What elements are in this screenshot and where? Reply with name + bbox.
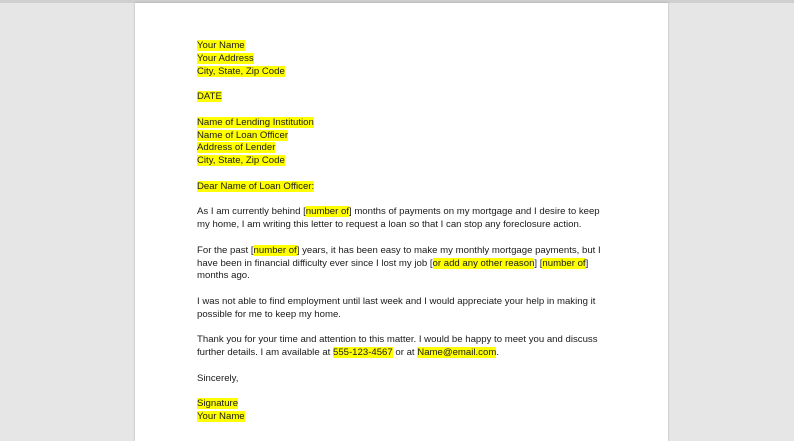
salutation: Dear Name of Loan Officer: xyxy=(197,180,315,192)
recipient-address: Address of Lender xyxy=(197,142,276,154)
paragraph-2-line-2: have been in financial difficulty ever since I lost my job [or add any other reason] [number of] xyxy=(197,257,589,269)
recipient-block xyxy=(197,117,617,130)
document-page[interactable] xyxy=(135,3,668,441)
recipient-city: City, State, Zip Code xyxy=(197,155,285,167)
placeholder-number-of: number of xyxy=(253,244,297,256)
paragraph-2-line-3: months ago. xyxy=(197,270,250,282)
signature: Signature xyxy=(197,398,239,410)
signer-name: Your Name xyxy=(197,411,245,423)
sender-name: Your Name xyxy=(197,40,245,51)
recipient-officer: Name of Loan Officer xyxy=(197,129,289,141)
sender-address: Your Address xyxy=(197,52,254,64)
letter-body xyxy=(197,40,617,424)
sender-city: City, State, Zip Code xyxy=(197,65,285,77)
paragraph-1-line-2: my home, I am writing this letter to request a loan so that I can stop any foreclosure action. xyxy=(197,219,582,231)
phone-number: 555-123-4567 xyxy=(332,347,393,359)
paragraph-4-line-2: further details. I am available at 555-123-4567 or at Name@email.com. xyxy=(197,347,499,359)
email-address: Name@email.com xyxy=(417,347,497,359)
paragraph-2-line-1: For the past [number of] years, it has been easy to make my monthly mortgage payments, but I xyxy=(197,244,601,256)
placeholder-number-of: number of xyxy=(542,257,586,269)
letter-date: DATE xyxy=(197,91,222,103)
placeholder-number-of: number of xyxy=(305,206,349,218)
paragraph-1-line-1: As I am currently behind [number of] months of payments on my mortgage and I desire to keep xyxy=(197,206,600,218)
paragraph-3-line-1: I was not able to find employment until last week and I would appreciate your help in making it xyxy=(197,295,596,307)
recipient-institution: Name of Lending Institution xyxy=(197,116,314,128)
placeholder-reason: or add any other reason xyxy=(432,257,535,269)
paragraph-4-line-1: Thank you for your time and attention to this matter. I would be happy to meet you and discuss xyxy=(197,334,598,346)
paragraph-3-line-2: possible for me to keep my home. xyxy=(197,308,341,320)
sender-block xyxy=(197,40,617,53)
closing: Sincerely, xyxy=(197,372,239,384)
